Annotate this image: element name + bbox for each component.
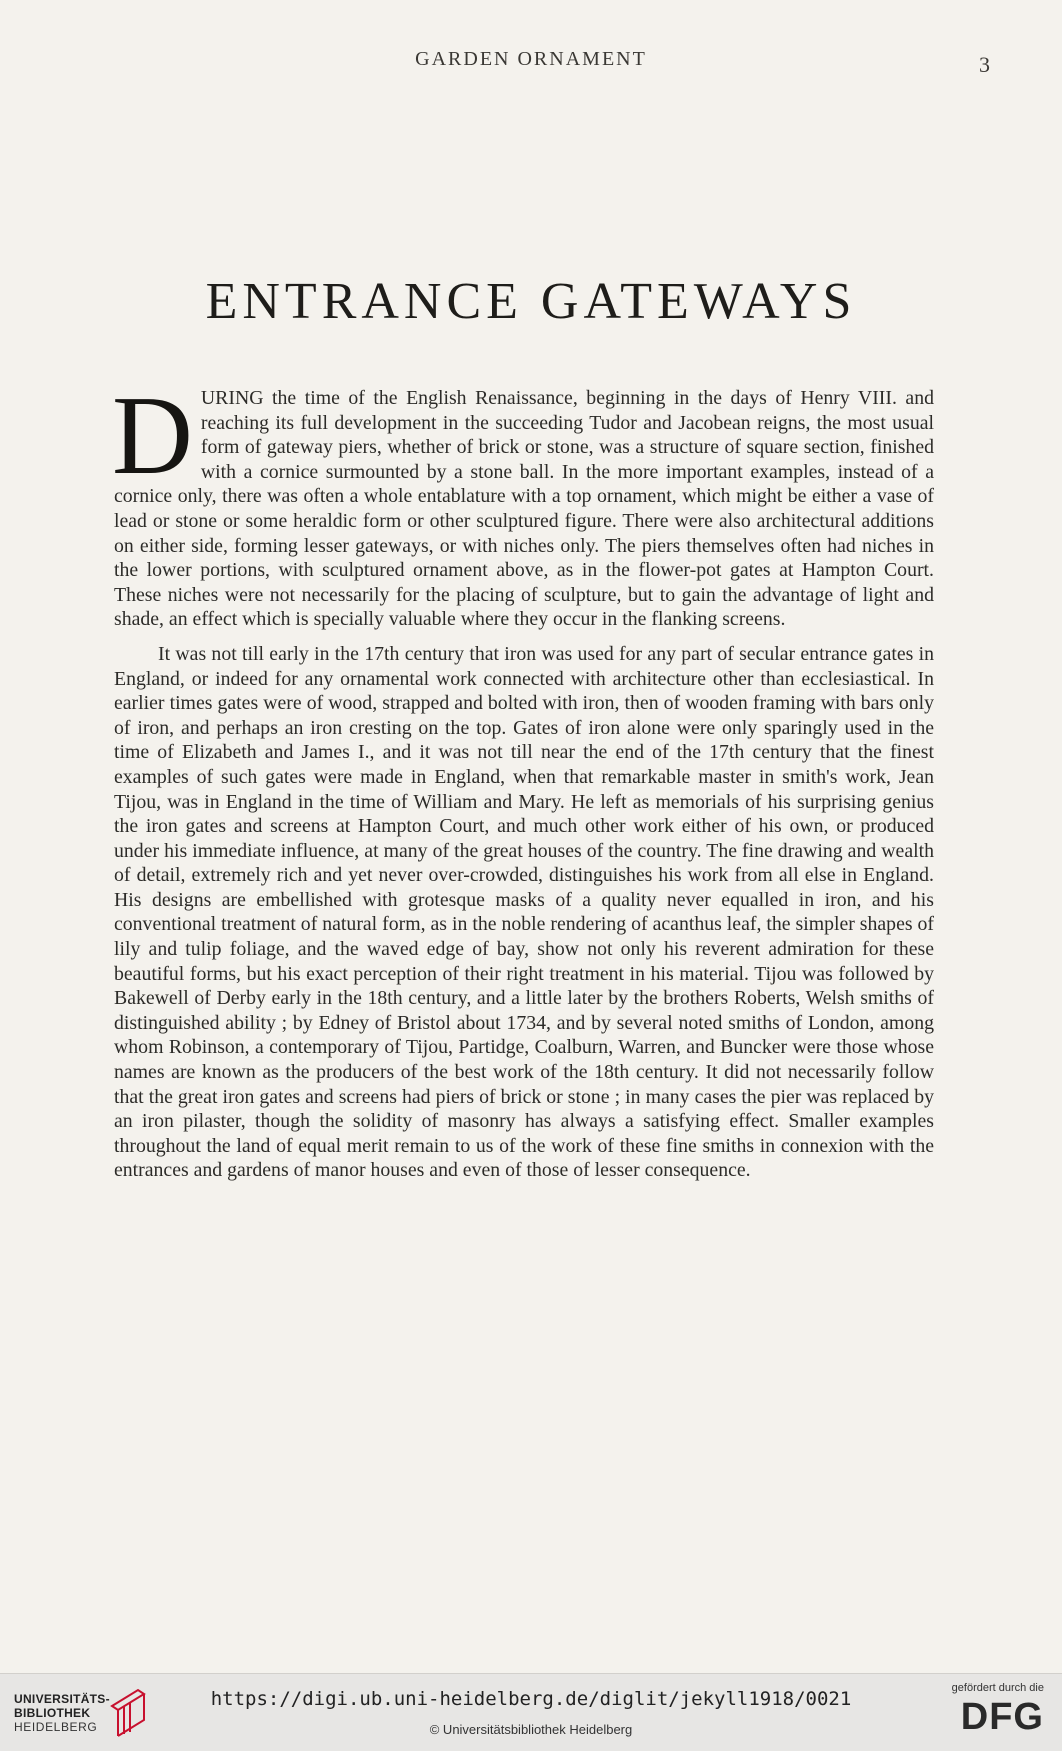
running-head: GARDEN ORNAMENT <box>415 48 647 70</box>
funding-caption: gefördert durch die <box>951 1682 1044 1694</box>
page-number: 3 <box>979 52 990 77</box>
body-text <box>112 374 934 1193</box>
library-name-line2: BIBLIOTHEK <box>14 1706 91 1720</box>
library-name-line3: HEIDELBERG <box>14 1720 98 1734</box>
viewer-footer <box>0 1673 1062 1751</box>
document-url-link[interactable]: https://digi.ub.uni-heidelberg.de/diglit/jekyll1918/0021 <box>210 1688 852 1710</box>
dfg-logo: DFG <box>960 1696 1044 1738</box>
paragraph-1 <box>112 374 934 632</box>
chapter-title: ENTRANCE GATEWAYS <box>205 273 857 330</box>
copyright-notice: © Universitätsbibliothek Heidelberg <box>429 1722 633 1737</box>
drop-cap: D <box>112 374 193 498</box>
library-name-line1: UNIVERSITÄTS- <box>14 1692 110 1706</box>
paragraph-1-text: URING the time of the English Renaissance, beginning in the days of Henry VIII. and reaching its full development in the succeeding Tudor and Jacobean reigns, the most usual form of gateway piers, whether of brick or stone, was a structure of square section, finished with a cornice surmounted by a stone ball. In the more important examples, instead of a cornice only, there was often a whole entablature with a top ornament, which might be either a vase of lead or stone or some heraldic form or other sculptured figure. There were also architectural additions on either side, forming lesser gateways, or with niches only. The piers themselves often had niches in the lower portions, with sculptured ornament above, as in the flower-pot gates at Hampton Court. These niches were not necessarily for the placing of sculpture, but to gain the advantage of light and shade, an effect which is specially valuable where they occur in the flanking screens. <box>114 387 934 631</box>
dfg-funding[interactable] <box>952 1682 1044 1736</box>
paragraph-2: It was not till early in the 17th century that iron was used for any part of secular entrance gates in England, or indeed for any ornamental work connected with architecture other than ecclesiastical. In earlier times gates were of wood, strapped and bolted with iron, then of wooden framing with bars only of iron, and perhaps an iron cresting on the top. Gates of iron alone were only sparingly used in the time of Elizabeth and James I., and it was not till near the end of the 17th century that the finest examples of such gates were made in England, when that remarkable master in smith's work, Jean Tijou, was in England in the time of William and Mary. He left as memorials of his surprising genius the iron gates and screens at Hampton Court, and much other work either of his own, or produced under his immediate influence, at many of the great houses of the country. The fine drawing and wealth of detail, extremely rich and yet never over-crowded, distinguishes his work from all else in England. His designs are embellished with grotesque masks of a quality never equalled in iron, and his conventional treatment of natural form, as in the noble rendering of acanthus leaf, the simpler shapes of lily and tulip foliage, and the waved edge of bay, show not only his reverent admiration for these beautiful forms, but his exact perception of their right treatment in his material. Tijou was followed by Bakewell of Derby early in the 18th century, and a little later by the brothers Roberts, Welsh smiths of distinguished ability ; by Edney of Bristol about 1734, and by several noted smiths of London, among whom Robinson, a contemporary of Tijou, Partidge, Coalburn, Warren, and Buncker were those whose names are known as the producers of the best work of the 18th century. It did not necessarily follow that the great iron gates and screens had piers of brick or stone ; in many cases the pier was replaced by an iron pilaster, though the solidity of masonry has always a satisfying effect. Smaller examples throughout the land of equal merit remain to us of the work of these fine smiths in connexion with the entrances and gardens of manor houses and even of those of lesser consequence. <box>114 642 934 1182</box>
